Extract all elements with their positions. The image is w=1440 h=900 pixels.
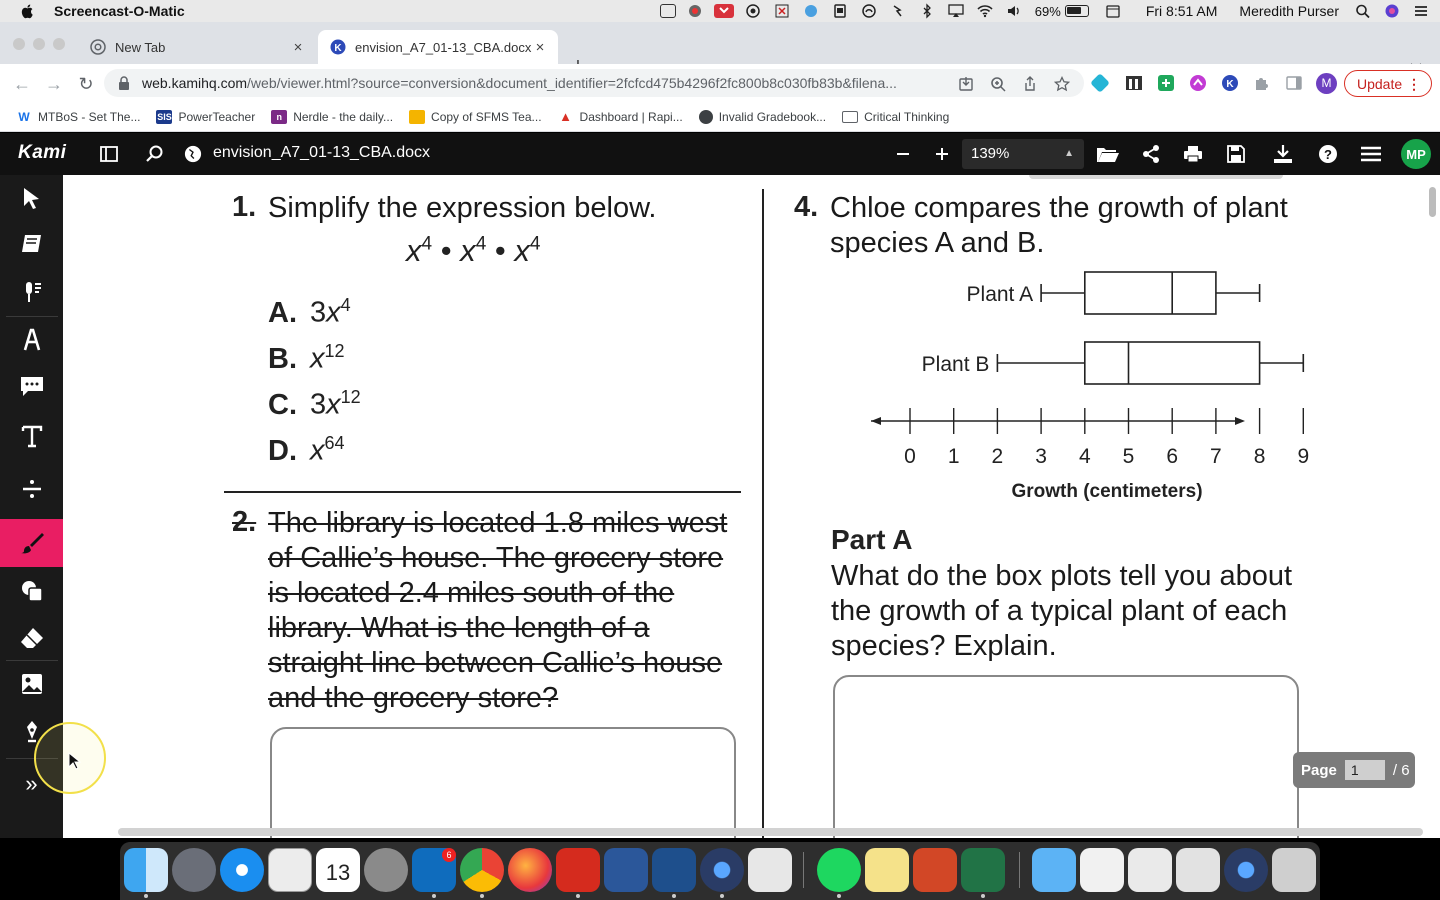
bookmark-mtbos[interactable] bbox=[16, 110, 140, 124]
trash-icon[interactable] bbox=[1272, 848, 1316, 892]
option-var: x bbox=[310, 434, 325, 467]
overlay-toolbar-edge bbox=[1029, 175, 1283, 179]
launchpad-icon[interactable] bbox=[172, 848, 216, 892]
question-1-number: 1. bbox=[232, 191, 257, 223]
kami-icon bbox=[330, 39, 346, 55]
drawing-tool[interactable] bbox=[0, 519, 63, 567]
notification-badge: 6 bbox=[442, 848, 456, 862]
screencast-recorder-icon[interactable] bbox=[1224, 848, 1268, 892]
calendar-app-icon[interactable]: 13 bbox=[316, 848, 360, 892]
share-icon[interactable] bbox=[1141, 144, 1161, 164]
microphone-icon bbox=[19, 279, 45, 305]
download-icon[interactable] bbox=[1273, 144, 1293, 164]
column-divider bbox=[762, 189, 764, 849]
dock-separator bbox=[803, 852, 804, 888]
lock-icon[interactable] bbox=[118, 76, 130, 90]
part-a-prompt bbox=[831, 559, 1292, 664]
question-2-line: is located 2.4 miles south of the bbox=[268, 577, 675, 609]
question-2-line: and the grocery store? bbox=[268, 682, 559, 714]
tab-kami-document[interactable] bbox=[318, 30, 558, 64]
tab-title: envision_A7_01-13_CBA.docx bbox=[355, 39, 532, 55]
update-button[interactable] bbox=[1344, 70, 1432, 97]
updown-icon: ▲ bbox=[1064, 148, 1074, 159]
x-tick-label: 6 bbox=[1166, 445, 1179, 468]
box bbox=[1085, 272, 1216, 314]
svg-text:K: K bbox=[1226, 79, 1234, 90]
grammarly-icon[interactable] bbox=[801, 4, 821, 18]
chrome-icon bbox=[90, 39, 106, 55]
running-indicator bbox=[837, 894, 841, 898]
address-bar[interactable] bbox=[104, 69, 1084, 97]
user-avatar[interactable]: MP bbox=[1401, 139, 1431, 169]
drive-icon[interactable] bbox=[748, 848, 792, 892]
creative-cloud-icon[interactable] bbox=[859, 4, 879, 18]
page-total: / 6 bbox=[1392, 761, 1410, 779]
extensions-puzzle-icon[interactable] bbox=[1253, 74, 1271, 92]
notes-icon[interactable] bbox=[830, 4, 850, 18]
option-exp: 12 bbox=[324, 341, 345, 361]
extension-pink-icon[interactable] bbox=[1189, 74, 1207, 92]
record-icon[interactable] bbox=[685, 4, 705, 18]
kami-extension-icon[interactable] bbox=[1221, 74, 1239, 92]
option-var: x bbox=[326, 388, 341, 421]
text-box-tool[interactable] bbox=[0, 413, 63, 459]
screen-icon[interactable] bbox=[660, 4, 676, 18]
screen-sharing-icon[interactable] bbox=[652, 848, 696, 892]
bookmark-gradebook[interactable] bbox=[699, 110, 826, 124]
close-icon[interactable]: × bbox=[293, 38, 303, 56]
x-tick-label: 4 bbox=[1078, 445, 1091, 468]
question-2-line: The library is located 1.8 miles west bbox=[268, 507, 728, 539]
x-tick-label: 9 bbox=[1297, 445, 1310, 468]
url-path: /web/viewer.html?source=conversion&document_identifier=2fcfcd475b4296f2fc800b8c030fb83b&filena... bbox=[247, 75, 897, 91]
extension-columns-icon[interactable] bbox=[1125, 74, 1143, 92]
bookmark-label: MTBoS - Set The... bbox=[38, 109, 141, 124]
eraser-icon bbox=[19, 625, 45, 651]
volume-icon[interactable] bbox=[1004, 4, 1024, 18]
option-var: x bbox=[326, 296, 341, 329]
accessibility-icon[interactable] bbox=[888, 4, 908, 18]
save-icon[interactable] bbox=[1226, 144, 1246, 164]
prompt-line: Chloe compares the growth of plant bbox=[830, 192, 1288, 224]
running-indicator bbox=[720, 894, 724, 898]
help-icon[interactable] bbox=[1318, 144, 1338, 164]
app-name[interactable]: Screencast-O-Matic bbox=[54, 3, 185, 19]
powerpoint-icon[interactable] bbox=[913, 848, 957, 892]
bookmark-label: Invalid Gradebook... bbox=[718, 109, 827, 124]
zoom-icon[interactable] bbox=[990, 76, 1006, 92]
markup-tool[interactable] bbox=[0, 317, 63, 363]
brush-icon bbox=[19, 530, 45, 556]
x-tick-label: 0 bbox=[904, 445, 916, 468]
user-name[interactable]: Meredith Purser bbox=[1239, 3, 1339, 19]
document-stack-icon[interactable] bbox=[1080, 848, 1124, 892]
prompt-line: species A and B. bbox=[830, 227, 1045, 259]
rapid-icon: ▲ bbox=[559, 109, 572, 124]
section-divider bbox=[224, 491, 741, 493]
share-icon[interactable] bbox=[1022, 76, 1038, 92]
option-letter: A. bbox=[268, 296, 297, 329]
tab-new-tab[interactable] bbox=[78, 30, 316, 64]
option-coef: 3 bbox=[310, 388, 327, 421]
vertical-scrollbar[interactable] bbox=[1429, 187, 1436, 217]
option-b[interactable] bbox=[268, 341, 345, 376]
text-to-speech-tool[interactable] bbox=[0, 269, 63, 315]
series-label: Plant B bbox=[921, 353, 990, 376]
running-indicator bbox=[672, 894, 676, 898]
question-2-line: library. What is the length of a bbox=[268, 612, 650, 644]
select-tool[interactable] bbox=[0, 175, 63, 221]
slides-icon bbox=[409, 110, 425, 124]
image-icon bbox=[19, 671, 45, 697]
bookmark-star-icon[interactable] bbox=[1054, 76, 1070, 92]
word-icon[interactable] bbox=[604, 848, 648, 892]
book-icon bbox=[19, 231, 45, 257]
menu-bar bbox=[0, 0, 1440, 22]
dictionary-tool[interactable] bbox=[0, 221, 63, 267]
part-a-line: the growth of a typical plant of each bbox=[831, 595, 1288, 627]
extension-green-icon[interactable] bbox=[1157, 74, 1175, 92]
calendar-icon[interactable] bbox=[1103, 4, 1123, 18]
part-a-title: Part A bbox=[831, 524, 913, 555]
text-icon bbox=[19, 423, 45, 449]
sis-icon: SIS bbox=[157, 111, 172, 122]
close-box-icon[interactable] bbox=[772, 4, 792, 18]
more-icon[interactable]: ⋮ bbox=[1407, 76, 1421, 92]
running-indicator bbox=[576, 894, 580, 898]
tab-strip bbox=[0, 22, 1440, 64]
airplay-icon[interactable] bbox=[946, 4, 966, 18]
bookmark-dashboard[interactable] bbox=[558, 110, 683, 124]
screencast-icon[interactable] bbox=[700, 848, 744, 892]
option-letter: C. bbox=[268, 388, 297, 421]
option-coef: 3 bbox=[310, 296, 327, 329]
x-axis-label: Growth (centimeters) bbox=[1011, 481, 1203, 502]
back-arrow-icon[interactable]: ← bbox=[13, 73, 31, 94]
wifi-icon[interactable] bbox=[975, 4, 995, 18]
svg-text:?: ? bbox=[1324, 147, 1332, 162]
shapes-icon bbox=[19, 578, 45, 604]
play-circle-icon[interactable] bbox=[743, 4, 763, 18]
globe-icon bbox=[184, 145, 202, 163]
stickies-icon[interactable] bbox=[865, 848, 909, 892]
url-host: web.kamihq.com bbox=[142, 75, 248, 91]
excel-icon[interactable] bbox=[961, 848, 1005, 892]
question-2-number: 2. bbox=[232, 506, 257, 538]
page-indicator bbox=[1293, 752, 1415, 788]
svg-text:K: K bbox=[334, 43, 342, 54]
option-exp: 64 bbox=[324, 433, 345, 453]
dock-separator bbox=[1019, 852, 1020, 888]
page-number-input[interactable]: 1 bbox=[1345, 760, 1385, 780]
tab-title: New Tab bbox=[115, 39, 166, 55]
apple-icon[interactable] bbox=[20, 3, 36, 19]
folder-icon bbox=[842, 111, 858, 123]
option-exp: 4 bbox=[340, 295, 351, 315]
running-indicator bbox=[144, 894, 148, 898]
url-text[interactable] bbox=[142, 75, 952, 91]
nerdle-icon: n bbox=[271, 110, 287, 124]
window-maximize-button[interactable] bbox=[53, 38, 65, 50]
window-minimize-button[interactable] bbox=[33, 38, 45, 50]
option-d[interactable] bbox=[268, 433, 345, 468]
update-label: Update bbox=[1357, 75, 1403, 92]
zoom-out-icon[interactable] bbox=[893, 144, 913, 164]
x-tick-label: 7 bbox=[1210, 445, 1222, 468]
question-4-number: 4. bbox=[794, 191, 819, 223]
bookmark-label: PowerTeacher bbox=[178, 109, 256, 124]
search-icon[interactable] bbox=[1353, 4, 1373, 18]
control-center-icon[interactable] bbox=[1411, 4, 1431, 18]
running-indicator bbox=[480, 894, 484, 898]
spotify-icon[interactable] bbox=[817, 848, 861, 892]
battery-icon[interactable] bbox=[1065, 5, 1089, 17]
chrome-icon[interactable] bbox=[460, 848, 504, 892]
divide-icon bbox=[19, 476, 45, 502]
running-indicator bbox=[432, 894, 436, 898]
system-preferences-icon[interactable] bbox=[364, 848, 408, 892]
profile-avatar[interactable]: M bbox=[1316, 73, 1337, 94]
folder-icon[interactable] bbox=[1032, 848, 1076, 892]
wordpress-icon: W bbox=[16, 110, 32, 124]
spreadsheet-stack-icon[interactable] bbox=[1128, 848, 1172, 892]
print-icon[interactable] bbox=[1183, 144, 1203, 164]
document-viewport[interactable] bbox=[63, 175, 1440, 838]
eraser-tool[interactable] bbox=[0, 615, 63, 661]
x-tick-label: 2 bbox=[991, 445, 1004, 468]
bookmark-powerteacher[interactable] bbox=[156, 110, 255, 124]
zoom-value: 139% bbox=[971, 145, 1010, 162]
part-a-line: What do the box plots tell you about bbox=[831, 560, 1293, 592]
option-a[interactable] bbox=[268, 295, 351, 330]
install-icon[interactable] bbox=[958, 76, 974, 92]
clock[interactable]: Fri 8:51 AM bbox=[1145, 3, 1218, 19]
status-area bbox=[660, 0, 1440, 22]
bookmark-label: Copy of SFMS Tea... bbox=[431, 109, 542, 124]
axis-arrow-left bbox=[871, 417, 881, 425]
x-tick-label: 1 bbox=[947, 445, 960, 468]
search-icon[interactable] bbox=[145, 144, 165, 164]
running-indicator bbox=[981, 894, 985, 898]
siri-icon[interactable] bbox=[1382, 4, 1402, 18]
bookmark-nerdle[interactable] bbox=[271, 110, 393, 124]
speech-bubble-icon bbox=[19, 373, 45, 399]
battery-percent[interactable]: 69% bbox=[1034, 3, 1061, 19]
open-folder-icon[interactable] bbox=[1096, 144, 1120, 164]
question-2-text bbox=[268, 506, 758, 716]
pointer-icon bbox=[19, 185, 45, 211]
question-2-line: of Callie’s house. The grocery store bbox=[268, 542, 724, 574]
option-letter: B. bbox=[268, 342, 297, 375]
zoom-select[interactable] bbox=[962, 139, 1084, 169]
comment-tool[interactable] bbox=[0, 363, 63, 409]
shapes-tool[interactable] bbox=[0, 568, 63, 614]
sidebar-toggle-icon[interactable] bbox=[99, 144, 119, 164]
bookmark-critical-thinking[interactable] bbox=[842, 110, 949, 124]
question-2-line: straight line between Callie’s house bbox=[268, 647, 723, 679]
bookmark-sfms[interactable] bbox=[409, 110, 542, 124]
mouse-pointer-icon bbox=[68, 752, 80, 770]
bookmark-label: Critical Thinking bbox=[864, 109, 950, 124]
add-image-tool[interactable] bbox=[0, 661, 63, 707]
bluetooth-icon[interactable] bbox=[917, 4, 937, 18]
firefox-icon[interactable] bbox=[508, 848, 552, 892]
double-chevron-icon: » bbox=[25, 771, 38, 796]
option-letter: D. bbox=[268, 434, 297, 467]
axis-arrow-right bbox=[1235, 417, 1245, 425]
highlighter-icon bbox=[19, 327, 45, 353]
box-plot-chart bbox=[793, 263, 1310, 513]
horizontal-scrollbar[interactable] bbox=[118, 828, 1423, 836]
document-title[interactable]: envision_A7_01-13_CBA.docx bbox=[213, 144, 431, 161]
pocket-icon[interactable] bbox=[714, 4, 734, 18]
page-label: Page bbox=[1301, 761, 1337, 779]
x-tick-label: 8 bbox=[1253, 445, 1266, 468]
globe-icon bbox=[699, 110, 713, 124]
x-tick-label: 5 bbox=[1122, 445, 1135, 468]
pdf-stack-icon[interactable] bbox=[1176, 848, 1220, 892]
option-exp: 12 bbox=[340, 387, 361, 407]
expression: $x^4$ • $x^4$ • $x^4$ bbox=[406, 233, 541, 268]
bookmarks-bar bbox=[0, 102, 1440, 132]
equation-tool[interactable] bbox=[0, 466, 63, 512]
bookmark-label: Dashboard | Rapi... bbox=[579, 109, 683, 124]
box bbox=[1085, 342, 1260, 384]
reload-icon[interactable]: ↻ bbox=[78, 73, 94, 94]
option-c[interactable] bbox=[268, 387, 361, 422]
window-close-button[interactable] bbox=[13, 38, 25, 50]
bookmark-label: Nerdle - the daily... bbox=[293, 109, 394, 124]
question-4-prompt bbox=[830, 191, 1288, 261]
zoom-in-icon[interactable] bbox=[932, 144, 952, 164]
kami-header bbox=[0, 133, 1440, 175]
forward-arrow-icon[interactable]: → bbox=[45, 73, 63, 94]
finder-icon[interactable] bbox=[124, 848, 168, 892]
x-tick-label: 3 bbox=[1035, 445, 1047, 468]
safari-icon[interactable] bbox=[220, 848, 264, 892]
option-var: x bbox=[310, 342, 325, 375]
calculator-icon[interactable] bbox=[268, 848, 312, 892]
kami-logo[interactable]: Kami bbox=[18, 142, 67, 163]
series-label: Plant A bbox=[966, 283, 1034, 306]
acrobat-icon[interactable] bbox=[556, 848, 600, 892]
question-1-prompt: Simplify the expression below. bbox=[268, 192, 657, 224]
close-icon[interactable]: × bbox=[535, 38, 545, 56]
part-a-line: species? Explain. bbox=[831, 630, 1057, 662]
menu-icon[interactable] bbox=[1360, 144, 1382, 164]
side-panel-icon[interactable] bbox=[1285, 74, 1303, 92]
